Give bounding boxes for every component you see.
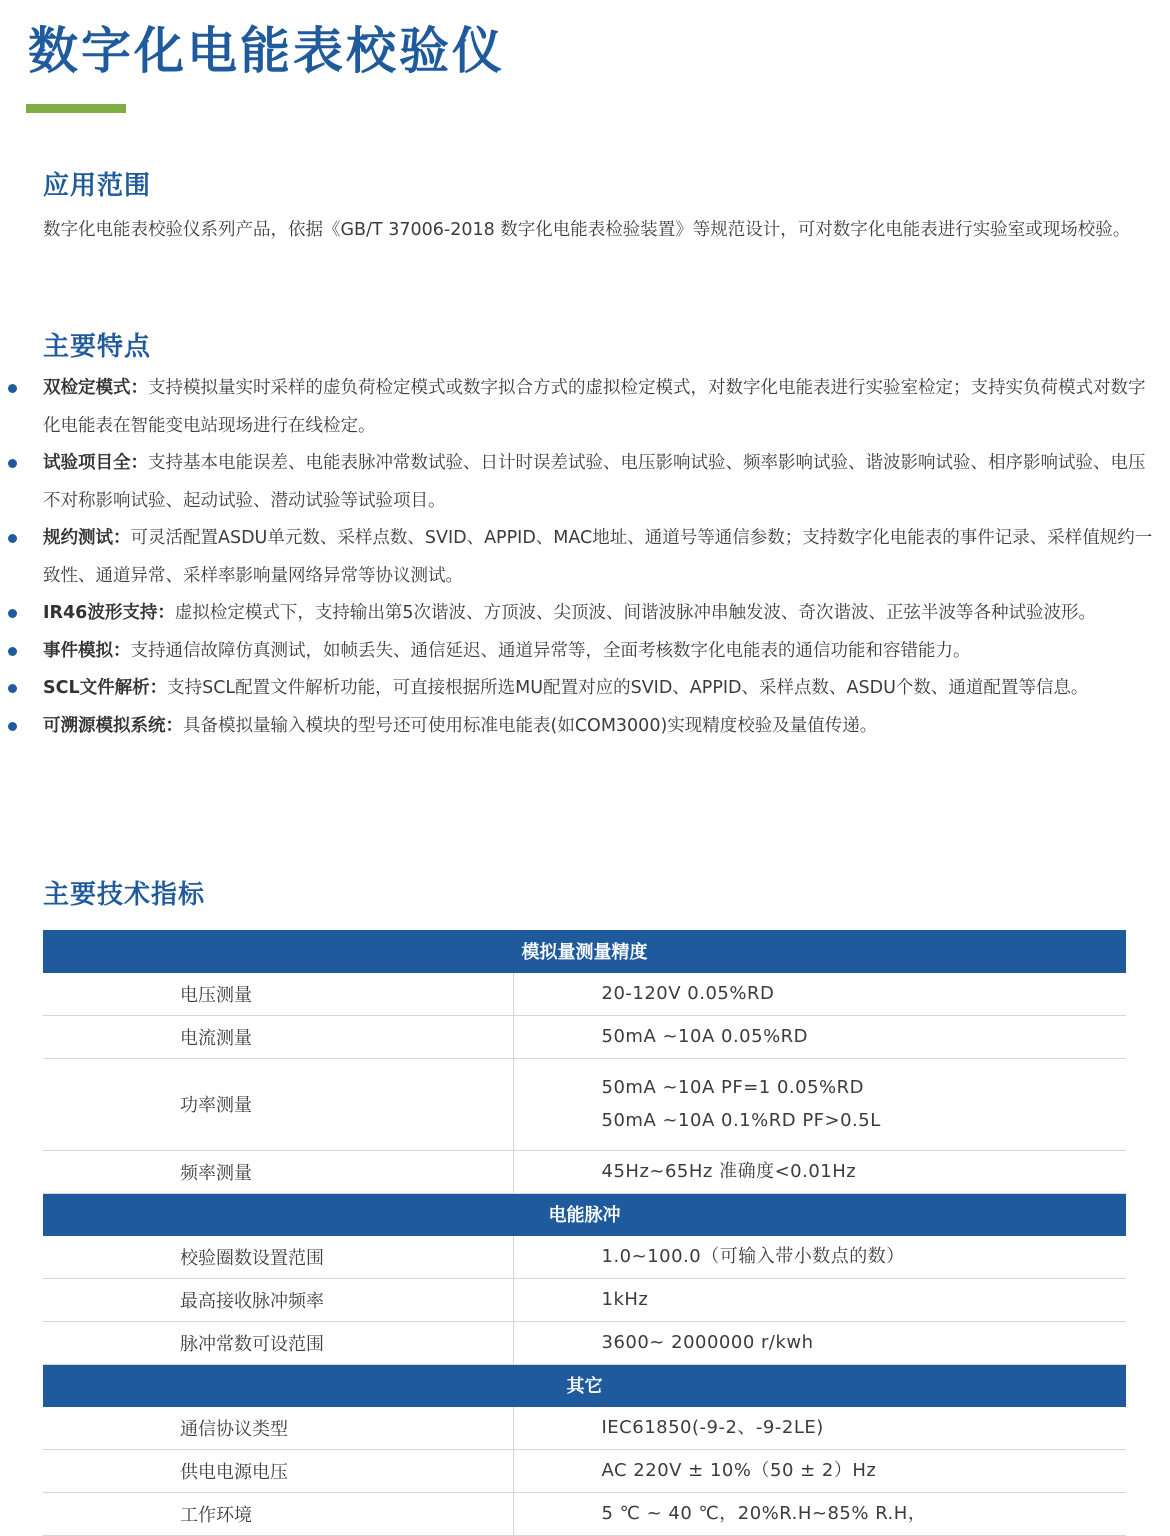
bullet-icon	[8, 722, 17, 731]
bullet-icon	[8, 384, 17, 393]
table-group-header	[43, 1364, 1126, 1406]
row-label: 频率测量	[43, 1150, 513, 1193]
feature-item	[0, 520, 1155, 595]
row-label: 供电电源电压	[43, 1449, 513, 1492]
feature-label: 规约测试：	[43, 528, 131, 548]
row-value-line: 50mA ~10A 0.05%RD	[601, 1026, 809, 1047]
row-value-line: 50mA ~10A PF=1 0.05%RD	[601, 1077, 865, 1098]
features-list	[0, 370, 1170, 745]
application-heading: 应用范围	[43, 171, 152, 201]
row-value	[513, 1058, 1126, 1150]
table-row	[43, 1406, 1126, 1449]
row-value-line: 1.0~100.0（可输入带小数点的数）	[601, 1246, 905, 1267]
table-row	[43, 1150, 1126, 1193]
row-label: 电压测量	[43, 972, 513, 1015]
group-title: 其它	[43, 1364, 1126, 1406]
row-label: 工作环境	[43, 1492, 513, 1535]
feature-label: SCL文件解析：	[43, 678, 168, 698]
feature-text: 具备模拟量输入模块的型号还可使用标准电能表(如COM3000)实现精度校验及量值传递。	[183, 715, 878, 736]
application-text: 数字化电能表校验仪系列产品，依据《GB/T 37006-2018 数字化电能表检验装置》等规范设计，可对数字化电能表进行实验室或现场校验。	[43, 220, 1131, 240]
title-accent-rule	[26, 104, 126, 113]
row-value-line: 5 ℃ ~ 40 ℃，20%R.H~85% R.H，	[601, 1503, 927, 1524]
feature-item	[0, 708, 1155, 746]
feature-text: 支持模拟量实时采样的虚负荷检定模式或数字拟合方式的虚拟检定模式，对数字化电能表进行实验室检定；支持实负荷模式对数字化电能表在智能变电站现场进行在线检定。	[43, 378, 1146, 436]
row-value-line: AC 220V ± 10%（50 ± 2）Hz	[601, 1460, 877, 1481]
table-row	[43, 1058, 1126, 1150]
feature-label: 双检定模式：	[43, 378, 148, 398]
row-value	[513, 1449, 1126, 1492]
table-row	[43, 1449, 1126, 1492]
table-group-header	[43, 930, 1126, 972]
group-title: 电能脉冲	[43, 1193, 1126, 1235]
row-value	[513, 1321, 1126, 1364]
table-row	[43, 1492, 1126, 1535]
row-label: 脉冲常数可设范围	[43, 1321, 513, 1364]
feature-item	[0, 633, 1155, 671]
feature-item	[0, 370, 1155, 445]
page-title: 数字化电能表校验仪	[28, 22, 505, 80]
row-label: 功率测量	[43, 1058, 513, 1150]
row-value-line: IEC61850(-9-2、-9-2LE)	[601, 1417, 824, 1438]
specs-heading: 主要技术指标	[43, 880, 206, 910]
feature-label: IR46波形支持：	[43, 603, 175, 623]
features-heading: 主要特点	[43, 332, 152, 362]
row-label: 通信协议类型	[43, 1406, 513, 1449]
table-row	[43, 1015, 1126, 1058]
feature-text: 支持基本电能误差、电能表脉冲常数试验、日计时误差试验、电压影响试验、频率影响试验、谐波影响试验、相序影响试验、电压不对称影响试验、起动试验、潜动试验等试验项目。	[43, 453, 1146, 511]
feature-item	[0, 670, 1155, 708]
feature-item	[0, 445, 1155, 520]
row-value	[513, 1150, 1126, 1193]
row-value	[513, 1278, 1126, 1321]
table-row	[43, 1278, 1126, 1321]
specs-table	[43, 930, 1126, 1536]
group-title: 模拟量测量精度	[43, 930, 1126, 972]
row-value-line: 1kHz	[601, 1289, 649, 1310]
bullet-icon	[8, 684, 17, 693]
row-value	[513, 1406, 1126, 1449]
bullet-icon	[8, 647, 17, 656]
feature-text: 支持通信故障仿真测试，如帧丢失、通信延迟、通道异常等，全面考核数字化电能表的通信功能和容错能力。	[130, 640, 971, 661]
row-value	[513, 972, 1126, 1015]
table-row	[43, 1321, 1126, 1364]
row-value-line: 3600~ 2000000 r/kwh	[601, 1332, 814, 1353]
row-value	[513, 1235, 1126, 1278]
row-value	[513, 1015, 1126, 1058]
table-row	[43, 1235, 1126, 1278]
feature-item	[0, 595, 1155, 633]
feature-text: 支持SCL配置文件解析功能，可直接根据所选MU配置对应的SVID、APPID、采样点数、ASDU个数、通道配置等信息。	[167, 678, 1089, 698]
row-label: 最高接收脉冲频率	[43, 1278, 513, 1321]
row-value-line: 45Hz~65Hz 准确度<0.01Hz	[601, 1161, 857, 1182]
row-value	[513, 1492, 1126, 1535]
table-row	[43, 972, 1126, 1015]
feature-label: 可溯源模拟系统：	[43, 715, 183, 736]
bullet-icon	[8, 534, 17, 543]
feature-label: 事件模拟：	[43, 640, 131, 661]
feature-label: 试验项目全：	[43, 453, 148, 473]
row-label: 校验圈数设置范围	[43, 1235, 513, 1278]
row-value-line: 50mA ~10A 0.1%RD PF>0.5L	[601, 1110, 881, 1131]
row-value-line: 20-120V 0.05%RD	[601, 983, 775, 1004]
feature-text: 可灵活配置ASDU单元数、采样点数、SVID、APPID、MAC地址、通道号等通信参数；支持数字化电能表的事件记录、采样值规约一致性、通道异常、采样率影响量网络异常等协议测试。	[43, 528, 1153, 586]
row-label: 电流测量	[43, 1015, 513, 1058]
bullet-icon	[8, 609, 17, 618]
table-group-header	[43, 1193, 1126, 1235]
feature-text: 虚拟检定模式下，支持输出第5次谐波、方顶波、尖顶波、间谐波脉冲串触发波、奇次谐波、正弦半波等各种试验波形。	[174, 603, 1096, 623]
bullet-icon	[8, 459, 17, 468]
